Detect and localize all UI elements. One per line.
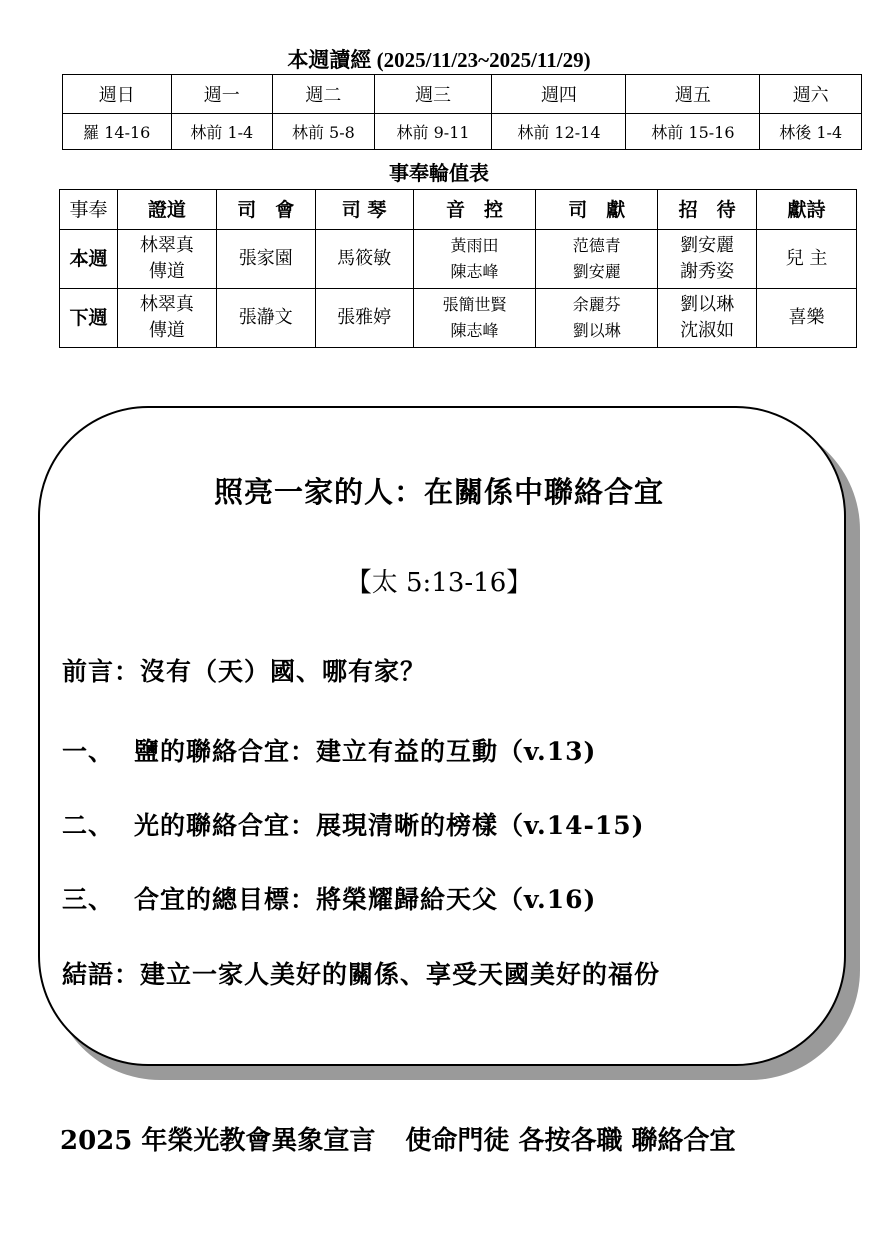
sermon-title: 照亮一家的人：在關係中聯絡合宜 — [213, 475, 664, 509]
duty-header-cell: 事奉 — [60, 190, 118, 230]
vision-year: 2025 年榮光教會異象宣言 — [60, 1126, 376, 1156]
day-cell: 週五 — [626, 75, 760, 114]
sermon-point — [62, 880, 596, 916]
duty-title: 事奉輪值表 — [389, 161, 489, 185]
sermon-point — [62, 732, 596, 768]
point-number: 三、 — [62, 885, 115, 914]
passage-cell: 林前 12-14 — [492, 114, 626, 150]
ushers-cell — [658, 289, 757, 348]
host-cell: 張家園 — [216, 230, 315, 289]
preacher-cell — [117, 289, 216, 348]
hymn-cell: 兒 主 — [757, 230, 857, 289]
sound-name: 張簡世賢 — [442, 295, 507, 314]
host-cell: 張瀞文 — [216, 289, 315, 348]
duty-header-cell: 音 控 — [413, 190, 536, 230]
point-number: 一、 — [62, 737, 115, 766]
duty-header-cell: 證道 — [117, 190, 216, 230]
sermon-point — [62, 806, 645, 842]
duty-row-next-week — [60, 289, 857, 348]
offering-cell — [536, 230, 658, 289]
sound-cell — [413, 230, 536, 289]
sermon-reference: 【太 5:13-16】 — [345, 568, 533, 598]
passage-cell: 林後 1-4 — [760, 114, 862, 150]
point-number: 二、 — [62, 811, 115, 840]
ushers-cell — [658, 230, 757, 289]
day-cell: 週一 — [171, 75, 273, 114]
day-cell: 週三 — [374, 75, 492, 114]
vision-statement — [60, 1120, 736, 1157]
passage-cell: 羅 14-16 — [63, 114, 172, 150]
offering-cell — [536, 289, 658, 348]
usher-name: 劉以琳 — [680, 294, 735, 315]
passage-cell: 林前 5-8 — [273, 114, 375, 150]
pianist-cell: 馬筱敏 — [315, 230, 413, 289]
point-text: 光的聯絡合宜：展現清晰的榜樣（v.14-15) — [134, 811, 645, 840]
preacher-title: 傳道 — [148, 320, 185, 341]
passage-cell: 林前 15-16 — [626, 114, 760, 150]
sound-name: 陳志峰 — [450, 262, 499, 281]
preacher-title: 傳道 — [148, 261, 185, 282]
duty-header-cell: 司 會 — [216, 190, 315, 230]
usher-name: 謝秀姿 — [680, 261, 735, 282]
duty-row-this-week — [60, 230, 857, 289]
reading-passages-row — [63, 114, 862, 150]
vision-motto: 使命門徒 各按各職 聯絡合宜 — [405, 1126, 736, 1156]
duty-header-cell: 司 獻 — [536, 190, 658, 230]
duty-table — [59, 189, 857, 348]
offering-name: 范德青 — [572, 236, 621, 255]
sermon-conclusion: 結語：建立一家人美好的關係、享受天國美好的福份 — [62, 960, 661, 989]
sound-name: 陳志峰 — [450, 321, 499, 340]
offering-name: 劉安麗 — [572, 262, 621, 281]
point-text: 鹽的聯絡合宜：建立有益的互動（v.13) — [134, 737, 597, 766]
usher-name: 沈淑如 — [680, 320, 735, 341]
hymn-cell: 喜樂 — [757, 289, 857, 348]
duty-header-row — [60, 190, 857, 230]
sound-cell — [413, 289, 536, 348]
sermon-intro: 前言：沒有（天）國、哪有家？ — [62, 657, 427, 686]
day-cell: 週日 — [63, 75, 172, 114]
point-text: 合宜的總目標：將榮耀歸給天父（v.16) — [134, 885, 597, 914]
day-cell: 週六 — [760, 75, 862, 114]
preacher-name: 林翠真 — [139, 235, 194, 256]
duty-header-cell: 司 琴 — [315, 190, 413, 230]
passage-cell: 林前 9-11 — [374, 114, 492, 150]
preacher-name: 林翠真 — [139, 294, 194, 315]
preacher-cell — [117, 230, 216, 289]
reading-title: 本週讀經 (2025/11/23~2025/11/29) — [287, 48, 591, 72]
usher-name: 劉安麗 — [680, 235, 735, 256]
row-label: 下週 — [60, 289, 118, 348]
duty-header-cell: 獻詩 — [757, 190, 857, 230]
sound-name: 黃雨田 — [450, 236, 499, 255]
row-label: 本週 — [60, 230, 118, 289]
offering-name: 劉以琳 — [572, 321, 621, 340]
reading-table — [62, 74, 862, 150]
day-cell: 週二 — [273, 75, 375, 114]
offering-name: 余麗芬 — [572, 295, 621, 314]
pianist-cell: 張雅婷 — [315, 289, 413, 348]
passage-cell: 林前 1-4 — [171, 114, 273, 150]
reading-days-row — [63, 75, 862, 114]
duty-header-cell: 招 待 — [658, 190, 757, 230]
day-cell: 週四 — [492, 75, 626, 114]
